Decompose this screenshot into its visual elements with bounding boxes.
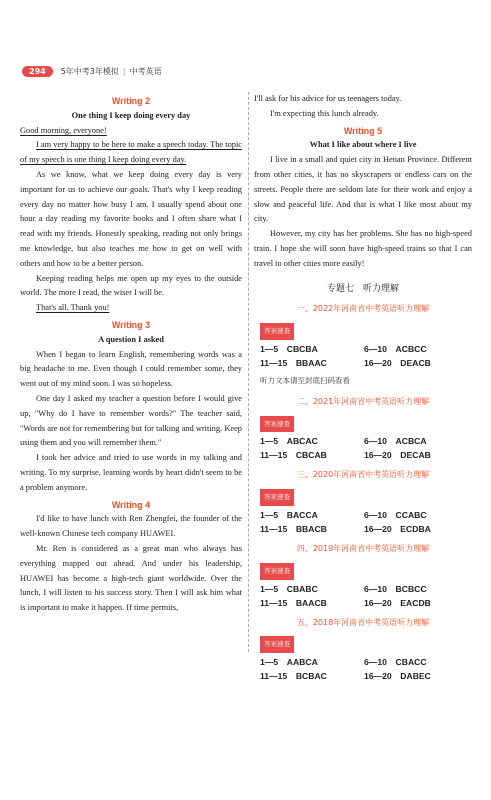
writing-5-label: Writing 5: [343, 125, 383, 136]
right-column: [254, 92, 472, 685]
writing-3-paragraph: One day I asked my teacher a question before I would give up, "Why do I have to remember words?" The teacher said, "Words are not for remembering but for talking and writing. Keep using them and you will remember them.": [20, 393, 242, 448]
answer-badge: 答案速查: [260, 563, 294, 580]
writing-2-paragraph: I am very happy to be here to make a speech today. The topic of my speech is one thing I keep doing every day.: [20, 140, 242, 165]
writing-2-closing: That's all. Thank you!: [36, 303, 110, 313]
writing-2-greeting: Good morning, everyone!: [20, 125, 107, 135]
answer-section-title: 五、2018年河南省中考英语听力理解: [296, 617, 430, 627]
page-number: 294: [22, 66, 53, 77]
answer-row: 1—5 CBCBA 6—10 ACBCC: [260, 343, 427, 354]
writing-4-ending: I'm expecting this lunch already.: [270, 108, 379, 118]
writing-2-label: Writing 2: [111, 96, 151, 106]
answer-badge: 答案速查: [260, 489, 294, 506]
writing-3-title: A question I asked: [98, 334, 164, 344]
answer-row: 1—5 ABCAC 6—10 ACBCA: [260, 436, 427, 447]
audio-note: 听力文本请至封底扫码查看: [260, 375, 350, 385]
writing-2-paragraph: Keeping reading helps me open up my eyes to the outside world. The more I read, the wiser I will be.: [20, 273, 242, 298]
answer-badge: 答案速查: [260, 636, 294, 653]
writing-2-title: One thing I keep doing every day: [71, 110, 191, 120]
topic-title: 专题七 听力理解: [326, 283, 399, 294]
writing-4-paragraph: Mr. Ren is considered as a great man who always has everything mapped out ahead. And under his leadership, HUAWEI has become a high-tech giant worldwide. Over the lunch, I will listen to his success story. Then I will ask him what is important to make it happen. If time permits,: [20, 543, 242, 613]
header-separator: |: [122, 66, 126, 76]
writing-4-paragraph: I'd like to have lunch with Ren Zhengfei, the founder of the well-known Chinese tech company HUAWEI.: [20, 514, 242, 539]
left-column: [20, 92, 242, 616]
answer-section: [254, 395, 472, 463]
writing-5-paragraph: However, my city has her problems. She has no high-speed train. I hope she will soon have high-speed trains so that I can travel to other cities more easily!: [254, 229, 472, 268]
answer-row: 11—15 BCBAC 16—20 DABEC: [260, 671, 431, 682]
answer-section: [254, 468, 472, 536]
writing-5-paragraph: I live in a small and quiet city in Henan Province. Different from other cities, it has no skyscrapers or endless cars on the streets. People there are seldom late for their work and enjoy a slow and peaceful life. And that is what I like most about my city.: [254, 155, 472, 224]
page-header: [22, 64, 162, 78]
writing-3-paragraph: I took her advice and tried to use words in my talking and writing. To my surprise, learning words by heart didn't seem to be a problem anymore.: [20, 453, 242, 492]
answer-section: [254, 616, 472, 684]
answer-row: 1—5 AABCA 6—10 CBACC: [260, 657, 427, 668]
book-brand: 5年中考3年模拟: [60, 66, 119, 76]
writing-3-paragraph: When I began to learn English, remembering words was a big headache to me. Even though I could remember some, they went out of my mind soon. I was so hopeless.: [20, 349, 242, 389]
answer-row: 11—15 BBACB 16—20 ECDBA: [260, 523, 431, 534]
answer-section-title: 四、2019年河南省中考英语听力理解: [296, 543, 430, 553]
answer-row: 11—15 BBAAC 16—20 DEACB: [260, 357, 431, 368]
answer-badge: 答案速查: [260, 416, 294, 433]
writing-4-continued: I'll ask for his advice for us teenagers today.: [254, 94, 402, 103]
writing-3-label: Writing 3: [111, 319, 151, 330]
answer-section: [254, 302, 472, 388]
answer-row: 1—5 BACCA 6—10 CCABC: [260, 509, 427, 520]
answer-section-title: 二、2021年河南省中考英语听力理解: [296, 396, 430, 406]
writing-2-paragraph: As we know, what we keep doing every day is very important for us to achieve our goals. That's why I keep reading every day no matter how busy I am. I usually spend about one hour a day reading my favorite books and I often share what I read with my friends. Honestly speaking, reading not only brings me knowledge, but also teaches me how to get on well with others and how to be a better person.: [20, 169, 242, 268]
answer-row: 11—15 BAACB 16—20 EACDB: [260, 597, 431, 608]
column-divider: [248, 92, 249, 652]
answer-row: 1—5 CBABC 6—10 BCBCC: [260, 583, 427, 594]
answer-section-title: 三、2020年河南省中考英语听力理解: [296, 470, 430, 480]
writing-5-title: What I like about where I live: [309, 140, 417, 150]
answer-badge: 答案速查: [260, 323, 294, 340]
book-subject: 中考英语: [129, 66, 162, 76]
answer-row: 11—15 CBCAB 16—20 DECAB: [260, 450, 431, 461]
answer-section-title: 一、2022年河南省中考英语听力理解: [296, 304, 430, 314]
answer-section: [254, 542, 472, 610]
writing-4-label: Writing 4: [111, 499, 151, 510]
